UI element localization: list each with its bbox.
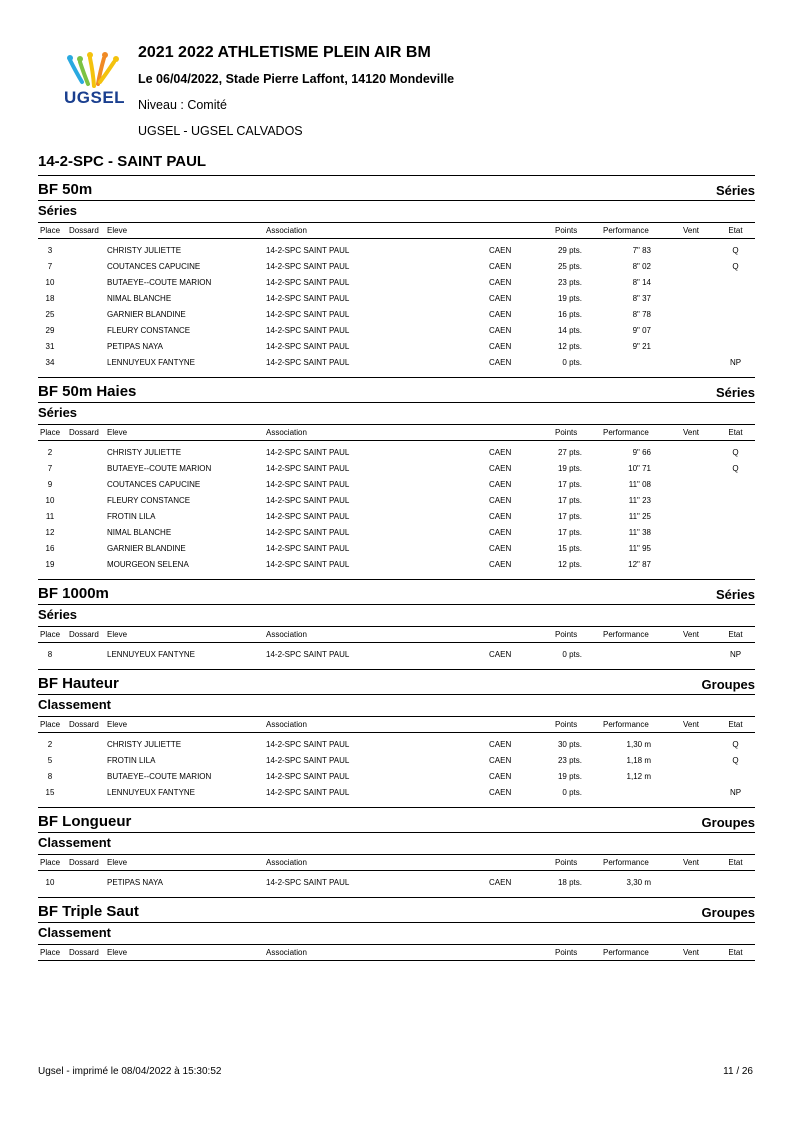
event-section (38, 377, 755, 573)
cell-place: 7 (47, 464, 53, 473)
cell-eleve: BUTAEYE--COUTE MARION (107, 464, 212, 473)
column-header-place: Place (40, 226, 61, 235)
cell-points: 30 pts. (557, 740, 582, 749)
cell-city: CAEN (489, 464, 512, 473)
column-header-association: Association (266, 858, 307, 867)
cell-assoc: 14-2-SPC SAINT PAUL (266, 310, 350, 319)
cell-assoc: 14-2-SPC SAINT PAUL (266, 246, 350, 255)
cell-assoc: 14-2-SPC SAINT PAUL (266, 528, 350, 537)
cell-assoc: 14-2-SPC SAINT PAUL (266, 358, 350, 367)
event-title: BF Hauteur (38, 675, 119, 692)
column-header-place: Place (40, 720, 61, 729)
event-section (38, 579, 755, 663)
cell-points: 12 pts. (557, 560, 582, 569)
table-row (38, 875, 755, 891)
cell-assoc: 14-2-SPC SAINT PAUL (266, 544, 350, 553)
event-title: BF 50m (38, 181, 93, 198)
column-header-dossard: Dossard (69, 858, 99, 867)
cell-city: CAEN (489, 278, 512, 287)
cell-eleve: GARNIER BLANDINE (107, 310, 186, 319)
cell-points: 17 pts. (557, 480, 582, 489)
column-header-performance: Performance (603, 226, 649, 235)
results-rows (38, 737, 755, 801)
cell-assoc: 14-2-SPC SAINT PAUL (266, 342, 350, 351)
cell-eleve: FLEURY CONSTANCE (107, 326, 191, 335)
cell-eleve: PETIPAS NAYA (107, 878, 164, 887)
cell-city: CAEN (489, 650, 512, 659)
cell-assoc: 14-2-SPC SAINT PAUL (266, 560, 350, 569)
phase-label: Séries (38, 200, 755, 219)
column-header-performance: Performance (603, 948, 649, 957)
column-header-association: Association (266, 226, 307, 235)
column-header-performance: Performance (603, 858, 649, 867)
column-header-eleve: Eleve (107, 226, 128, 235)
table-row (38, 291, 755, 307)
phase-label: Classement (38, 694, 755, 713)
cell-city: CAEN (489, 342, 512, 351)
column-header-eleve: Eleve (107, 630, 128, 639)
column-header-vent: Vent (683, 630, 700, 639)
cell-place: 10 (45, 496, 55, 505)
cell-city: CAEN (489, 756, 512, 765)
cell-perf: 8" 14 (632, 278, 651, 287)
event-type: Groupes (701, 905, 755, 920)
cell-place: 10 (45, 278, 55, 287)
column-header-dossard: Dossard (69, 428, 99, 437)
column-header-place: Place (40, 428, 61, 437)
column-headers (38, 716, 755, 733)
cell-city: CAEN (489, 294, 512, 303)
table-row (38, 737, 755, 753)
cell-assoc: 14-2-SPC SAINT PAUL (266, 878, 350, 887)
cell-place: 8 (47, 650, 53, 659)
cell-place: 25 (45, 310, 55, 319)
column-header-dossard: Dossard (69, 630, 99, 639)
cell-eleve: CHRISTY JULIETTE (107, 740, 182, 749)
column-header-vent: Vent (683, 948, 700, 957)
cell-perf: 12" 87 (628, 560, 651, 569)
table-row (38, 753, 755, 769)
cell-city: CAEN (489, 262, 512, 271)
cell-city: CAEN (489, 740, 512, 749)
cell-etat: NP (729, 788, 742, 797)
event-header (38, 897, 755, 920)
cell-perf: 1,18 m (626, 756, 651, 765)
cell-points: 12 pts. (557, 342, 582, 351)
results-rows (38, 647, 755, 663)
event-section (38, 807, 755, 891)
cell-points: 0 pts. (562, 358, 582, 367)
event-section (38, 897, 755, 961)
cell-perf: 11" 23 (628, 496, 651, 505)
column-header-place: Place (40, 630, 61, 639)
cell-city: CAEN (489, 788, 512, 797)
table-row (38, 525, 755, 541)
column-header-points: Points (555, 226, 578, 235)
event-date-location: Le 06/04/2022, Stade Pierre Laffont, 14120 Mondeville (138, 72, 455, 86)
cell-assoc: 14-2-SPC SAINT PAUL (266, 740, 350, 749)
cell-place: 8 (47, 772, 53, 781)
cell-assoc: 14-2-SPC SAINT PAUL (266, 326, 350, 335)
cell-city: CAEN (489, 448, 512, 457)
cell-points: 17 pts. (557, 496, 582, 505)
cell-points: 16 pts. (557, 310, 582, 319)
cell-eleve: FROTIN LILA (107, 512, 156, 521)
table-row (38, 509, 755, 525)
cell-etat: Q (732, 262, 739, 271)
cell-eleve: COUTANCES CAPUCINE (107, 480, 201, 489)
event-type: Séries (715, 385, 755, 400)
cell-points: 17 pts. (557, 512, 582, 521)
cell-points: 19 pts. (557, 772, 582, 781)
cell-place: 16 (45, 544, 55, 553)
table-row (38, 461, 755, 477)
cell-points: 23 pts. (557, 278, 582, 287)
column-header-etat: Etat (728, 630, 743, 639)
column-header-vent: Vent (683, 720, 700, 729)
cell-city: CAEN (489, 878, 512, 887)
cell-eleve: FROTIN LILA (107, 756, 156, 765)
cell-place: 34 (45, 358, 55, 367)
column-header-association: Association (266, 948, 307, 957)
column-header-etat: Etat (728, 226, 743, 235)
cell-place: 5 (47, 756, 53, 765)
cell-eleve: PETIPAS NAYA (107, 342, 164, 351)
logo-text: UGSEL (64, 88, 126, 107)
cell-eleve: NIMAL BLANCHE (107, 528, 172, 537)
cell-etat: Q (732, 740, 739, 749)
cell-place: 15 (45, 788, 55, 797)
club-title: 14-2-SPC - SAINT PAUL (38, 153, 207, 170)
column-header-points: Points (555, 948, 578, 957)
column-header-vent: Vent (683, 428, 700, 437)
table-row (38, 275, 755, 291)
cell-place: 7 (47, 262, 53, 271)
cell-city: CAEN (489, 772, 512, 781)
event-title: BF Longueur (38, 813, 132, 830)
cell-points: 15 pts. (557, 544, 582, 553)
event-header (38, 669, 755, 692)
table-row (38, 557, 755, 573)
cell-city: CAEN (489, 246, 512, 255)
cell-eleve: BUTAEYE--COUTE MARION (107, 772, 212, 781)
print-info: Ugsel - imprimé le 08/04/2022 à 15:30:52 (38, 1066, 222, 1077)
cell-place: 11 (45, 512, 55, 521)
cell-perf: 11" 25 (628, 512, 651, 521)
table-row (38, 445, 755, 461)
event-type: Séries (715, 587, 755, 602)
cell-etat: NP (729, 358, 742, 367)
column-header-dossard: Dossard (69, 720, 99, 729)
column-headers (38, 944, 755, 961)
cell-place: 31 (45, 342, 55, 351)
column-header-etat: Etat (728, 428, 743, 437)
phase-label: Séries (38, 604, 755, 623)
page-header (0, 0, 793, 150)
cell-perf: 11" 38 (628, 528, 651, 537)
cell-assoc: 14-2-SPC SAINT PAUL (266, 262, 350, 271)
results-rows (38, 875, 755, 891)
cell-eleve: FLEURY CONSTANCE (107, 496, 191, 505)
cell-assoc: 14-2-SPC SAINT PAUL (266, 788, 350, 797)
event-type: Séries (715, 183, 755, 198)
cell-etat: Q (732, 464, 739, 473)
cell-city: CAEN (489, 496, 512, 505)
event-title: BF 1000m (38, 585, 109, 602)
cell-points: 29 pts. (557, 246, 582, 255)
cell-eleve: BUTAEYE--COUTE MARION (107, 278, 212, 287)
table-row (38, 355, 755, 371)
phase-label: Séries (38, 402, 755, 421)
cell-points: 17 pts. (557, 528, 582, 537)
cell-city: CAEN (489, 326, 512, 335)
cell-points: 27 pts. (557, 448, 582, 457)
cell-points: 19 pts. (557, 294, 582, 303)
event-type: Groupes (701, 677, 755, 692)
event-title: BF 50m Haies (38, 383, 137, 400)
cell-city: CAEN (489, 358, 512, 367)
cell-eleve: MOURGEON SELENA (107, 560, 189, 569)
column-header-points: Points (555, 630, 578, 639)
cell-place: 9 (47, 480, 53, 489)
column-header-place: Place (40, 948, 61, 957)
column-header-place: Place (40, 858, 61, 867)
cell-points: 23 pts. (557, 756, 582, 765)
cell-city: CAEN (489, 512, 512, 521)
cell-assoc: 14-2-SPC SAINT PAUL (266, 650, 350, 659)
column-header-points: Points (555, 858, 578, 867)
cell-perf: 10" 71 (628, 464, 651, 473)
cell-perf: 9" 21 (632, 342, 651, 351)
cell-eleve: GARNIER BLANDINE (107, 544, 186, 553)
events-list (38, 175, 755, 961)
column-headers (38, 222, 755, 239)
cell-city: CAEN (489, 560, 512, 569)
cell-assoc: 14-2-SPC SAINT PAUL (266, 480, 350, 489)
cell-etat: Q (732, 246, 739, 255)
table-row (38, 769, 755, 785)
cell-points: 0 pts. (562, 788, 582, 797)
cell-place: 12 (45, 528, 55, 537)
event-section (38, 669, 755, 801)
column-header-points: Points (555, 720, 578, 729)
cell-perf: 8" 78 (632, 310, 651, 319)
cell-points: 0 pts. (562, 650, 582, 659)
column-header-eleve: Eleve (107, 948, 128, 957)
column-header-association: Association (266, 630, 307, 639)
table-row (38, 493, 755, 509)
cell-place: 2 (47, 740, 53, 749)
document-title: 2021 2022 ATHLETISME PLEIN AIR BM (138, 44, 431, 61)
cell-points: 18 pts. (557, 878, 582, 887)
event-title: BF Triple Saut (38, 903, 139, 920)
cell-city: CAEN (489, 528, 512, 537)
cell-eleve: CHRISTY JULIETTE (107, 448, 182, 457)
column-header-etat: Etat (728, 720, 743, 729)
cell-perf: 8" 02 (632, 262, 651, 271)
column-header-performance: Performance (603, 428, 649, 437)
cell-assoc: 14-2-SPC SAINT PAUL (266, 294, 350, 303)
table-row (38, 785, 755, 801)
cell-eleve: LENNUYEUX FANTYNE (107, 358, 196, 367)
column-header-association: Association (266, 720, 307, 729)
table-row (38, 477, 755, 493)
phase-label: Classement (38, 832, 755, 851)
cell-city: CAEN (489, 310, 512, 319)
cell-assoc: 14-2-SPC SAINT PAUL (266, 448, 350, 457)
cell-points: 19 pts. (557, 464, 582, 473)
cell-eleve: NIMAL BLANCHE (107, 294, 172, 303)
cell-perf: 3,30 m (626, 878, 651, 887)
cell-perf: 8" 37 (632, 294, 651, 303)
cell-points: 14 pts. (557, 326, 582, 335)
cell-eleve: LENNUYEUX FANTYNE (107, 650, 196, 659)
cell-etat: Q (732, 756, 739, 765)
results-content (38, 153, 755, 967)
column-header-association: Association (266, 428, 307, 437)
cell-perf: 1,30 m (626, 740, 651, 749)
column-headers (38, 424, 755, 441)
association-name: UGSEL - UGSEL CALVADOS (138, 124, 303, 138)
event-header (38, 175, 755, 198)
column-header-eleve: Eleve (107, 858, 128, 867)
column-header-performance: Performance (603, 720, 649, 729)
table-row (38, 243, 755, 259)
cell-place: 3 (47, 246, 53, 255)
cell-assoc: 14-2-SPC SAINT PAUL (266, 278, 350, 287)
column-headers (38, 626, 755, 643)
competition-level: Niveau : Comité (138, 98, 227, 112)
column-header-eleve: Eleve (107, 428, 128, 437)
table-row (38, 339, 755, 355)
cell-eleve: LENNUYEUX FANTYNE (107, 788, 196, 797)
cell-city: CAEN (489, 544, 512, 553)
cell-points: 25 pts. (557, 262, 582, 271)
column-headers (38, 854, 755, 871)
cell-assoc: 14-2-SPC SAINT PAUL (266, 756, 350, 765)
event-header (38, 377, 755, 400)
page-number: 11 / 26 (723, 1066, 753, 1077)
cell-place: 10 (45, 878, 55, 887)
cell-perf: 7" 83 (632, 246, 651, 255)
event-header (38, 579, 755, 602)
event-type: Groupes (701, 815, 755, 830)
cell-eleve: COUTANCES CAPUCINE (107, 262, 201, 271)
cell-perf: 11" 08 (628, 480, 651, 489)
event-section (38, 175, 755, 371)
column-header-performance: Performance (603, 630, 649, 639)
column-header-etat: Etat (728, 948, 743, 957)
column-header-etat: Etat (728, 858, 743, 867)
table-row (38, 323, 755, 339)
results-rows (38, 243, 755, 371)
cell-assoc: 14-2-SPC SAINT PAUL (266, 772, 350, 781)
results-rows (38, 445, 755, 573)
cell-place: 29 (45, 326, 55, 335)
cell-assoc: 14-2-SPC SAINT PAUL (266, 464, 350, 473)
column-header-dossard: Dossard (69, 226, 99, 235)
column-header-dossard: Dossard (69, 948, 99, 957)
table-row (38, 541, 755, 557)
table-row (38, 259, 755, 275)
cell-perf: 9" 07 (632, 326, 651, 335)
cell-assoc: 14-2-SPC SAINT PAUL (266, 512, 350, 521)
cell-place: 19 (45, 560, 55, 569)
phase-label: Classement (38, 922, 755, 941)
cell-assoc: 14-2-SPC SAINT PAUL (266, 496, 350, 505)
column-header-vent: Vent (683, 858, 700, 867)
cell-place: 18 (45, 294, 55, 303)
event-header (38, 807, 755, 830)
cell-place: 2 (47, 448, 53, 457)
table-row (38, 307, 755, 323)
cell-city: CAEN (489, 480, 512, 489)
cell-etat: Q (732, 448, 739, 457)
cell-perf: 11" 95 (628, 544, 651, 553)
column-header-vent: Vent (683, 226, 700, 235)
cell-eleve: CHRISTY JULIETTE (107, 246, 182, 255)
cell-perf: 1,12 m (626, 772, 651, 781)
column-header-points: Points (555, 428, 578, 437)
cell-etat: NP (729, 650, 742, 659)
column-header-eleve: Eleve (107, 720, 128, 729)
table-row (38, 647, 755, 663)
cell-perf: 9" 66 (632, 448, 651, 457)
